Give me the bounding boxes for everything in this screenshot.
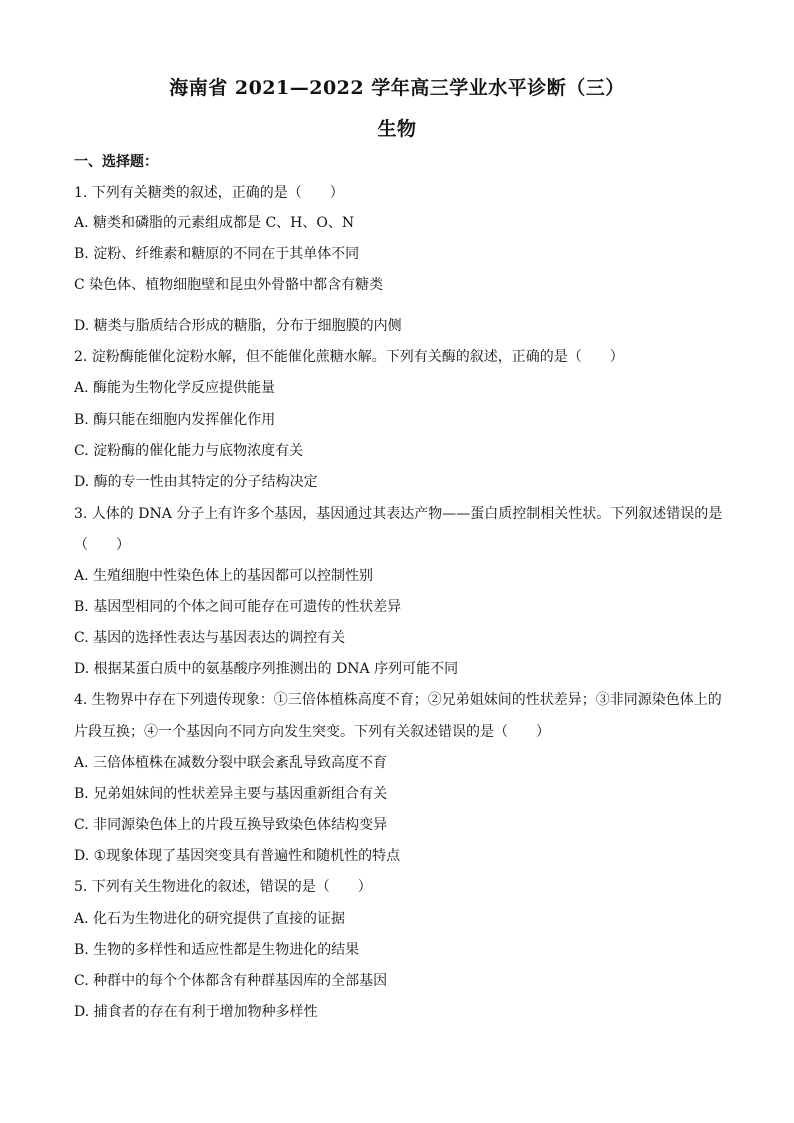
question-4-option-b: B. 兄弟姐妹间的性状差异主要与基因重新组合有关 — [74, 786, 388, 802]
question-1-option-d: D. 糖类与脂质结合形成的糖脂，分布于细胞膜的内侧 — [74, 318, 402, 334]
question-5-option-c: C. 种群中的每个个体都含有种群基因库的全部基因 — [74, 973, 388, 989]
exam-title: 海南省 2021—2022 学年高三学业水平诊断（三） — [169, 77, 625, 99]
question-5-option-a: A. 化石为生物进化的研究提供了直接的证据 — [74, 911, 346, 927]
question-2-stem: 2. 淀粉酶能催化淀粉水解，但不能催化蔗糖水解。下列有关酶的叙述，正确的是（ ） — [74, 349, 624, 365]
question-2-option-b: B. 酶只能在细胞内发挥催化作用 — [74, 412, 276, 428]
question-3-option-a: A. 生殖细胞中性染色体上的基因都可以控制性别 — [74, 568, 374, 584]
question-4-option-c: C. 非同源染色体上的片段互换导致染色体结构变异 — [74, 817, 388, 833]
question-3-option-c: C. 基因的选择性表达与基因表达的调控有关 — [74, 630, 346, 646]
subject-title: 生物 — [377, 118, 417, 140]
question-4-option-a: A. 三倍体植株在减数分裂中联会紊乱导致高度不育 — [74, 755, 388, 771]
question-2-option-d: D. 酶的专一性由其特定的分子结构决定 — [74, 474, 318, 490]
question-4-option-d: D. ①现象体现了基因突变具有普遍性和随机性的特点 — [74, 848, 401, 864]
question-5-stem: 5. 下列有关生物进化的叙述，错误的是（ ） — [74, 879, 372, 895]
question-1-option-a: A. 糖类和磷脂的元素组成都是 C、H、O、N — [74, 215, 355, 231]
question-5-option-b: B. 生物的多样性和适应性都是生物进化的结果 — [74, 942, 360, 958]
question-3-option-b: B. 基因型相同的个体之间可能存在可遗传的性状差异 — [74, 599, 402, 615]
question-4-stem-continued: 片段互换；④一个基因向不同方向发生突变。下列有关叙述错误的是（ ） — [74, 724, 550, 740]
question-1-option-b: B. 淀粉、纤维素和糖原的不同在于其单体不同 — [74, 246, 360, 262]
question-2-option-c: C. 淀粉酶的催化能力与底物浓度有关 — [74, 443, 304, 459]
question-5-option-d: D. 捕食者的存在有利于增加物种多样性 — [74, 1004, 318, 1020]
question-2-option-a: A. 酶能为生物化学反应提供能量 — [74, 380, 276, 396]
question-1-option-c: C 染色体、植物细胞壁和昆虫外骨骼中都含有糖类 — [74, 277, 384, 293]
question-1-stem: 1. 下列有关糖类的叙述，正确的是（ ） — [74, 185, 344, 201]
section-heading: 一、选择题： — [74, 154, 158, 170]
question-3-option-d: D. 根据某蛋白质中的氨基酸序列推测出的 DNA 序列可能不同 — [74, 661, 459, 677]
question-3-stem: 3. 人体的 DNA 分子上有许多个基因，基因通过其表达产物——蛋白质控制相关性状。下列叙述错误的是 — [74, 506, 723, 522]
question-4-stem: 4. 生物界中存在下列遗传现象：①三倍体植株高度不育；②兄弟姐妹间的性状差异；③非同源染色体上的 — [74, 692, 722, 708]
question-3-stem-continued: （ ） — [74, 537, 130, 553]
